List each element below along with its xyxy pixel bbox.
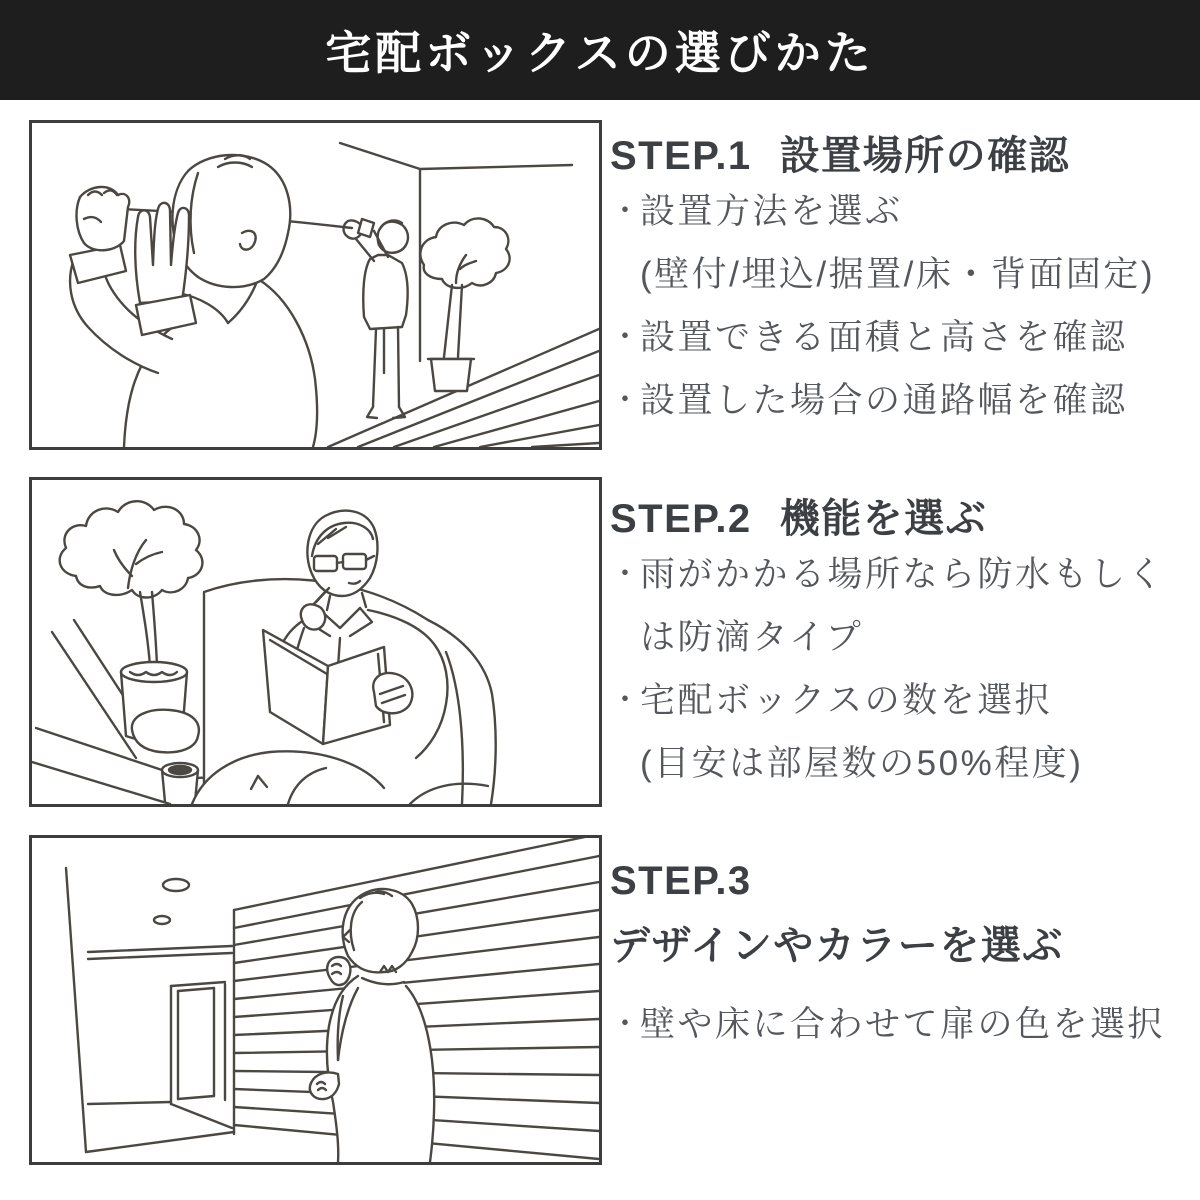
step2-text-block xyxy=(610,495,1200,795)
line-text: は防滴タイプ xyxy=(640,618,864,657)
bullet-dot: ・ xyxy=(610,558,640,591)
bullet-dot xyxy=(610,243,640,306)
step2-label: STEP.2 xyxy=(610,497,752,541)
step3-text-block xyxy=(610,849,1200,1056)
step1-line-1 xyxy=(610,180,1200,243)
step2-line-2 xyxy=(610,606,1200,669)
step1-illustration-frame xyxy=(29,120,602,450)
step2-illustration-frame xyxy=(29,477,602,807)
line-text: (目安は部屋数の50%程度) xyxy=(640,744,1084,783)
step1-line-2 xyxy=(610,243,1200,306)
bullet-dot xyxy=(610,732,640,795)
bullet-dot: ・ xyxy=(610,195,640,228)
step1-line-3 xyxy=(610,306,1200,369)
bullet-dot: ・ xyxy=(610,1008,640,1041)
step1-text-block xyxy=(610,132,1200,432)
step3-label: STEP.3 xyxy=(610,859,752,903)
step3-line-1 xyxy=(610,993,1200,1056)
title-banner xyxy=(0,0,1200,100)
step2-line-3 xyxy=(610,669,1200,732)
step2-line-1 xyxy=(610,543,1200,606)
step1-title: 設置場所の確認 xyxy=(779,134,1071,178)
page-title: 宅配ボックスの選びかた xyxy=(325,27,875,79)
bullet-dot: ・ xyxy=(610,384,640,417)
line-text: 設置した場合の通路幅を確認 xyxy=(640,381,1128,420)
bullet-dot xyxy=(610,606,640,669)
step1-label: STEP.1 xyxy=(610,134,752,178)
line-text: 壁や床に合わせて扉の色を選択 xyxy=(640,1005,1166,1044)
line-text: 宅配ボックスの数を選択 xyxy=(640,681,1053,720)
bullet-dot: ・ xyxy=(610,684,640,717)
step1-line-4 xyxy=(610,369,1200,432)
step3-illustration-frame xyxy=(29,835,602,1165)
measuring-wall-illustration xyxy=(32,123,599,447)
line-text: 設置方法を選ぶ xyxy=(640,192,903,231)
line-text: (壁付/埋込/据置/床・背面固定) xyxy=(640,255,1155,294)
step2-title: 機能を選ぶ xyxy=(779,497,988,541)
step2-line-4 xyxy=(610,732,1200,795)
line-text: 設置できる面積と高さを確認 xyxy=(640,318,1128,357)
bullet-dot: ・ xyxy=(610,321,640,354)
step2-heading xyxy=(610,495,1200,543)
line-text: 雨がかかる場所なら防水もしく xyxy=(640,555,1166,594)
step3-title: デザインやカラーを選ぶ xyxy=(610,924,1064,968)
reading-catalog-illustration xyxy=(32,480,599,804)
viewing-wall-design-illustration xyxy=(32,838,599,1162)
step1-heading xyxy=(610,132,1200,180)
